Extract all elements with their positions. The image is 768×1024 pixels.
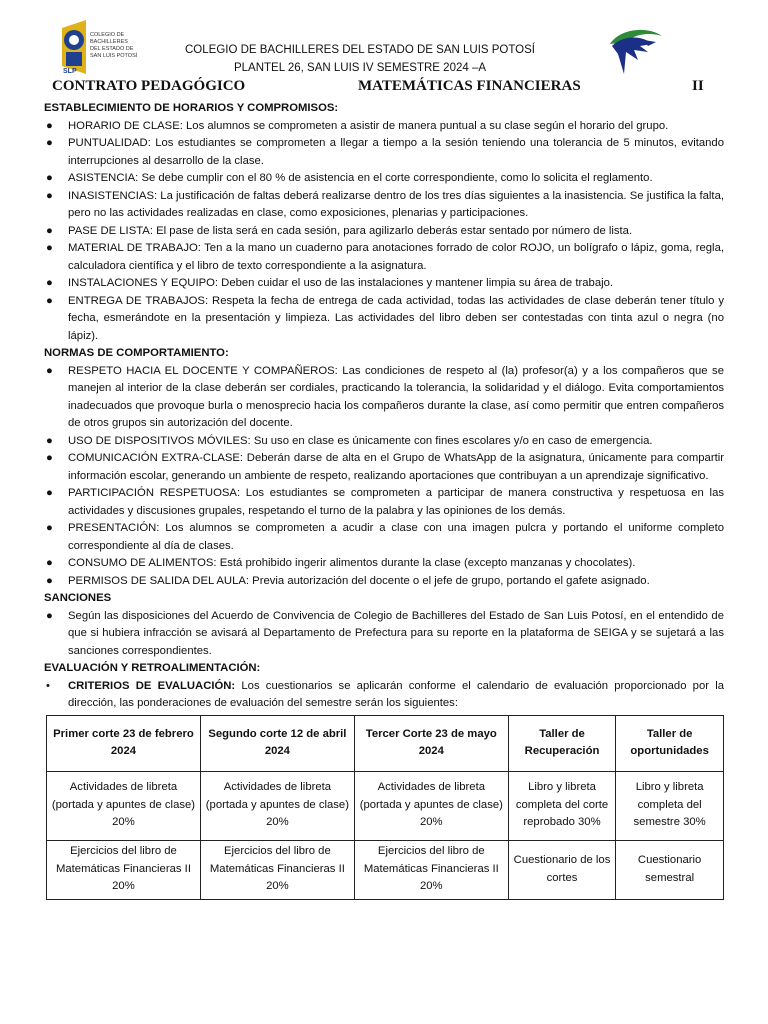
list-item: ● COMUNICACIÓN EXTRA-CLASE: Deberán darse de alta en el Grupo de WhatsApp de la asignatura, únicamente para compartir información escolar, generando un ambiente de respeto, realizando aportaciones que contribuyan a un aprendizaje significativo. [46, 452, 724, 482]
bullet-icon: ● [46, 452, 53, 464]
criteria-label: CRITERIOS DE EVALUACIÓN: [68, 679, 236, 692]
table-header: Tercer Corte 23 de mayo 2024 [354, 715, 508, 771]
bullet-icon: ● [46, 609, 53, 622]
table-cell: Ejercicios del libro de Matemáticas Financieras II 20% [200, 840, 354, 899]
svg-text:BACHILLERES: BACHILLERES [90, 39, 128, 45]
table-cell: Actividades de libreta (portada y apuntes de clase) 20% [354, 771, 508, 840]
contract-body [44, 100, 724, 900]
table-cell: Ejercicios del libro de Matemáticas Financieras II 20% [47, 840, 201, 899]
table-row [47, 771, 724, 840]
school-header [150, 41, 570, 77]
bullet-icon: ● [46, 224, 53, 237]
table-header: Segundo corte 12 de abril 2024 [200, 715, 354, 771]
table-header: Taller de Recuperación [508, 715, 616, 771]
list-item: ● PERMISOS DE SALIDA DEL AULA: Previa autorización del docente o el jefe de grupo, portando el gafete asignado. [44, 573, 724, 591]
document-title-row [52, 78, 712, 98]
table-cell: Ejercicios del libro de Matemáticas Financieras II 20% [354, 840, 508, 899]
school-plantel-line: PLANTEL 26, SAN LUIS IV SEMESTRE 2024 –A [233, 62, 487, 74]
list-item: ● USO DE DISPOSITIVOS MÓVILES: Su uso en clase es únicamente con fines escolares y/o en caso de emergencia. [44, 433, 724, 451]
bullet-icon: ● [46, 364, 53, 377]
list-item: ● PARTICIPACIÓN RESPETUOSA: Los estudiantes se comprometen a participar de manera constructiva y respetuosa en las actividades y discusiones grupales, respetando el turno de la palabra y las opiniones de los demás. [46, 487, 724, 517]
school-name-line: COLEGIO DE BACHILLERES DEL ESTADO DE SAN LUIS POTOSÍ [185, 44, 535, 56]
list-item: ● Según las disposiciones del Acuerdo de Convivencia de Colegio de Bachilleres del Estado de San Luis Potosí, en el entendido de que si hubiera infracción se avisará al Departamento de Prefectura para su reporte en la plataforma de SEIGA y se sujetará a las sanciones correspondientes. [46, 609, 724, 657]
bullet-icon: ● [46, 242, 53, 254]
subject-title: MATEMÁTICAS FINANCIERAS [358, 78, 581, 94]
list-item: ● MATERIAL DE TRABAJO: Ten a la mano un cuaderno para anotaciones forrado de color ROJO, un bolígrafo o lápiz, goma, regla, calculadora científica y el libro de texto correspondiente a la asignatura. [46, 242, 724, 272]
section-title: ESTABLECIMIENTO DE HORARIOS Y COMPROMISOS: [44, 102, 339, 114]
bullet-icon: ● [46, 487, 53, 499]
bullet-icon: ● [46, 189, 53, 202]
table-cell: Cuestionario de los cortes [508, 840, 616, 899]
list-item: ● RESPETO HACIA EL DOCENTE Y COMPAÑEROS: Las condiciones de respeto al (la) profesor(a) y a los compañeros que se manejen al interior de la clase deberán ser cordiales, practicando la tolerancia, la solidaridad y el diálogo. Evita comportamientos inadecuados que provoque burla o menosprecio hacia los compañeros durante la clase, así como permitir que entren compañeros de otros grupos sin autorización del docente. [46, 364, 724, 429]
list-item: ● CONSUMO DE ALIMENTOS: Está prohibido ingerir alimentos durante la clase (excepto manzanas y chocolates). [44, 555, 724, 573]
bullet-icon: ● [46, 294, 53, 307]
bullet-icon: • [46, 679, 50, 692]
table-header-row [47, 715, 724, 771]
bullet-icon: ● [46, 434, 53, 447]
section-title: NORMAS DE COMPORTAMIENTO: [44, 347, 229, 359]
svg-text:SAN LUIS POTOSÍ: SAN LUIS POTOSÍ [90, 53, 138, 59]
behavior-rules-list [44, 363, 724, 591]
list-item: ● INASISTENCIAS: La justificación de faltas deberá realizarse dentro de los tres días siguientes a la inasistencia. Se justifica la falta, pero no las actividades realizadas en clase, como exposiciones, plenarias y participaciones. [46, 189, 724, 219]
table-cell: Libro y libreta completa del semestre 30% [616, 771, 724, 840]
sanctions-list [44, 608, 724, 661]
bullet-icon: ● [46, 277, 53, 289]
table-cell: Actividades de libreta (portada y apuntes de clase) 20% [200, 771, 354, 840]
table-header: Primer corte 23 de febrero 2024 [47, 715, 201, 771]
table-row [47, 840, 724, 899]
criteria-text: Los cuestionarios se aplicarán conforme el calendario de evaluación proporcionado por la dirección, las ponderaciones de evaluación del semestre serán los siguientes: [68, 679, 724, 709]
section-title: EVALUACIÓN Y RETROALIMENTACIÓN: [44, 662, 261, 674]
bullet-icon: ● [46, 172, 53, 184]
list-item: ● PUNTUALIDAD: Los estudiantes se comprometen a llegar a tiempo a la sesión teniendo una tolerancia de 5 minutos, evitando interrupciones al desarrollo de la clase. [46, 137, 724, 167]
list-item: ● ENTREGA DE TRABAJOS: Respeta la fecha de entrega de cada actividad, todas las actividades de clase deberán tener título y fecha, esmerándote en la presentación y limpieza. Las actividades del libro deben ser contestadas con tinta azul o negra (no lápiz). [46, 294, 724, 342]
table-cell: Actividades de libreta (portada y apuntes de clase) 20% [47, 771, 201, 840]
table-header: Taller de oportunidades [616, 715, 724, 771]
subject-level: II [692, 78, 704, 94]
bullet-icon: ● [46, 557, 53, 569]
table-cell: Cuestionario semestral [616, 840, 724, 899]
list-item: ● PRESENTACIÓN: Los alumnos se comprometen a acudir a clase con una imagen pulcra y portando el uniforme completo correspondiente al día de clases. [46, 522, 724, 552]
svg-text:COLEGIO DE: COLEGIO DE [90, 32, 125, 38]
evaluation-list [44, 678, 724, 713]
bullet-icon: ● [46, 137, 53, 149]
list-item: ● PASE DE LISTA: El pase de lista será en cada sesión, para agilizarlo deberás estar sentado por número de lista. [44, 223, 724, 241]
colegio-bachilleres-logo [58, 18, 148, 76]
logo-badge-text: SLP [63, 68, 77, 75]
list-item [44, 678, 724, 713]
list-item: ● INSTALACIONES Y EQUIPO: Deben cuidar el uso de las instalaciones y mantener limpia su área de trabajo. [44, 275, 724, 293]
section-title: SANCIONES [44, 592, 112, 604]
commitments-list [44, 118, 724, 346]
list-item: ● ASISTENCIA: Se debe cumplir con el 80 % de asistencia en el corte correspondiente, como lo solicita el reglamento. [44, 170, 724, 188]
bullet-icon: ● [46, 522, 53, 534]
contract-title: CONTRATO PEDAGÓGICO [52, 78, 246, 94]
list-item: ● HORARIO DE CLASE: Los alumnos se comprometen a asistir de manera puntual a su clase según el horario del grupo. [44, 118, 724, 136]
svg-text:DEL ESTADO DE: DEL ESTADO DE [90, 46, 134, 52]
table-cell: Libro y libreta completa del corte reprobado 30% [508, 771, 616, 840]
bullet-icon: ● [46, 119, 53, 132]
eagle-logo [604, 24, 666, 76]
bullet-icon: ● [46, 574, 53, 587]
evaluation-table [46, 715, 724, 900]
